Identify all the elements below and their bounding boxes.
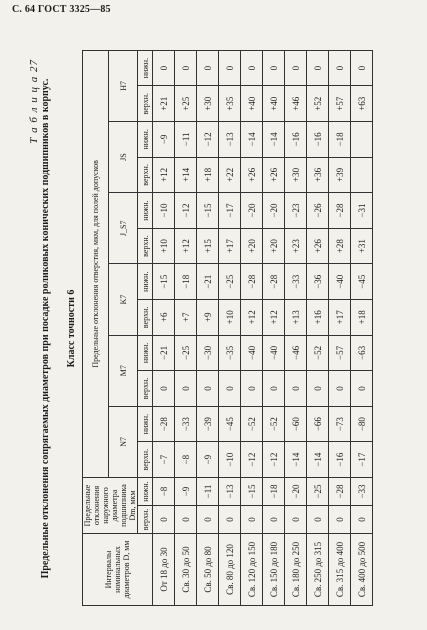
value-cell: −28	[153, 406, 175, 442]
value-cell: −21	[153, 335, 175, 371]
value-cell: +26	[307, 228, 329, 264]
value-cell: +21	[153, 86, 175, 122]
value-cell: 0	[307, 371, 329, 407]
table-row	[153, 50, 175, 605]
header-fit: K7	[109, 264, 138, 335]
value-cell: 0	[241, 371, 263, 407]
table-row	[307, 50, 329, 605]
header-fit: J_S7	[109, 193, 138, 264]
table-row	[219, 50, 241, 605]
value-cell: −73	[329, 406, 351, 442]
value-cell: +17	[329, 300, 351, 336]
value-cell: +63	[351, 86, 373, 122]
value-cell: +40	[241, 86, 263, 122]
value-cell: −39	[197, 406, 219, 442]
value-cell: 0	[329, 371, 351, 407]
page-header: С. 64 ГОСТ 3325—85	[12, 4, 111, 15]
value-cell: 0	[351, 371, 373, 407]
value-cell: +57	[329, 86, 351, 122]
value-cell: +10	[219, 300, 241, 336]
value-cell: −16	[307, 122, 329, 158]
value-cell: +12	[241, 300, 263, 336]
value-cell: −14	[307, 442, 329, 478]
value-cell: −8	[175, 442, 197, 478]
deviations-table	[82, 50, 373, 606]
value-cell: +7	[175, 300, 197, 336]
table-row	[197, 50, 219, 605]
header-lower: нижн.	[138, 193, 153, 229]
value-cell: −52	[307, 335, 329, 371]
value-cell: −28	[329, 477, 351, 505]
value-cell: −18	[175, 264, 197, 300]
value-cell: −15	[241, 477, 263, 505]
value-cell: −33	[351, 477, 373, 505]
value-cell: −9	[153, 122, 175, 158]
value-cell: −33	[285, 264, 307, 300]
value-cell: −20	[263, 193, 285, 229]
value-cell: −57	[329, 335, 351, 371]
value-cell: −18	[329, 122, 351, 158]
header-upper: верхн.	[138, 371, 153, 407]
value-cell: −15	[153, 264, 175, 300]
value-cell	[351, 157, 373, 193]
value-cell: −31	[351, 193, 373, 229]
header-upper: верхн.	[138, 157, 153, 193]
value-cell: −14	[285, 442, 307, 478]
value-cell: −10	[219, 442, 241, 478]
value-cell: 0	[285, 50, 307, 86]
value-cell: −80	[351, 406, 373, 442]
header-fit: H7	[109, 50, 138, 121]
range-cell: Св. 400 до 500	[351, 534, 373, 606]
value-cell: −9	[197, 442, 219, 478]
header-upper: верхн.	[138, 442, 153, 478]
value-cell: −45	[351, 264, 373, 300]
value-cell: +20	[241, 228, 263, 264]
table-row	[241, 50, 263, 605]
value-cell: +14	[175, 157, 197, 193]
header-lower: нижн.	[138, 335, 153, 371]
value-cell: +12	[153, 157, 175, 193]
header-lower: нижн.	[138, 264, 153, 300]
rotated-table-block	[28, 51, 408, 606]
range-cell: Св. 80 до 120	[219, 534, 241, 606]
value-cell: +40	[263, 86, 285, 122]
value-cell: 0	[197, 506, 219, 534]
header-lower: нижн.	[138, 406, 153, 442]
header-upper: верхн.	[138, 86, 153, 122]
value-cell: +12	[263, 300, 285, 336]
value-cell: −33	[175, 406, 197, 442]
value-cell: +10	[153, 228, 175, 264]
value-cell: −28	[329, 193, 351, 229]
header-fit: N7	[109, 406, 138, 477]
value-cell: +26	[263, 157, 285, 193]
value-cell: −40	[329, 264, 351, 300]
value-cell: 0	[153, 506, 175, 534]
value-cell: 0	[263, 371, 285, 407]
value-cell: −52	[263, 406, 285, 442]
value-cell: −40	[241, 335, 263, 371]
value-cell: +30	[285, 157, 307, 193]
value-cell: −11	[175, 122, 197, 158]
header-fit: JS	[109, 122, 138, 193]
header-lower: нижн.	[138, 122, 153, 158]
value-cell: 0	[351, 506, 373, 534]
value-cell: −28	[263, 264, 285, 300]
value-cell: +9	[197, 300, 219, 336]
table-row	[329, 50, 351, 605]
value-cell: −40	[263, 335, 285, 371]
value-cell: +35	[219, 86, 241, 122]
value-cell: 0	[219, 50, 241, 86]
value-cell: −12	[197, 122, 219, 158]
table-row	[175, 50, 197, 605]
header-bearing: Предельные отклонения наружного диаметра подшипника Dm, мкм	[83, 477, 138, 533]
value-cell: 0	[263, 506, 285, 534]
header-upper: верхн.	[138, 506, 153, 534]
value-cell: −7	[153, 442, 175, 478]
value-cell: 0	[219, 371, 241, 407]
value-cell: 0	[241, 50, 263, 86]
value-cell: −25	[307, 477, 329, 505]
value-cell: −9	[175, 477, 197, 505]
header-lower: нижн.	[138, 50, 153, 86]
range-cell: Св. 30 до 50	[175, 534, 197, 606]
header-lower: нижн.	[138, 477, 153, 505]
value-cell: 0	[175, 506, 197, 534]
value-cell: 0	[241, 506, 263, 534]
value-cell: −16	[329, 442, 351, 478]
header-housing-group: Предельные отклонения отверстия, мкм, для полей допусков	[83, 50, 109, 477]
range-cell: Св. 180 до 250	[285, 534, 307, 606]
value-cell: +26	[241, 157, 263, 193]
header-fit: M7	[109, 335, 138, 406]
range-cell: Св. 120 до 150	[241, 534, 263, 606]
value-cell: +18	[197, 157, 219, 193]
range-cell: Св. 315 до 400	[329, 534, 351, 606]
value-cell: −66	[307, 406, 329, 442]
header-upper: верхн.	[138, 228, 153, 264]
value-cell: −14	[241, 122, 263, 158]
value-cell: 0	[175, 50, 197, 86]
value-cell: −30	[197, 335, 219, 371]
value-cell: +31	[351, 228, 373, 264]
table-title: Предельные отклонения сопрягаемых диаметров при посадке роликовых конических подшипников в корпус.	[40, 78, 51, 579]
value-cell: −23	[285, 193, 307, 229]
value-cell: −20	[241, 193, 263, 229]
value-cell: −12	[175, 193, 197, 229]
value-cell: +36	[307, 157, 329, 193]
value-cell: +6	[153, 300, 175, 336]
value-cell: −17	[219, 193, 241, 229]
value-cell: −11	[197, 477, 219, 505]
value-cell: −46	[285, 335, 307, 371]
table-row	[285, 50, 307, 605]
value-cell: 0	[285, 506, 307, 534]
value-cell: 0	[329, 506, 351, 534]
value-cell: −63	[351, 335, 373, 371]
value-cell: +52	[307, 86, 329, 122]
value-cell: −16	[285, 122, 307, 158]
value-cell: −25	[219, 264, 241, 300]
value-cell: +15	[197, 228, 219, 264]
value-cell: −13	[219, 477, 241, 505]
range-cell: Св. 250 до 315	[307, 534, 329, 606]
value-cell: −52	[241, 406, 263, 442]
value-cell: −20	[285, 477, 307, 505]
value-cell: +30	[197, 86, 219, 122]
value-cell: 0	[329, 50, 351, 86]
header-upper: верхн.	[138, 300, 153, 336]
value-cell: −15	[197, 193, 219, 229]
value-cell: 0	[153, 50, 175, 86]
table-label: Т а б л и ц а 27	[28, 59, 40, 144]
value-cell: −12	[263, 442, 285, 478]
value-cell: +25	[175, 86, 197, 122]
value-cell: 0	[153, 371, 175, 407]
value-cell: −14	[263, 122, 285, 158]
value-cell: −8	[153, 477, 175, 505]
value-cell: 0	[351, 50, 373, 86]
range-cell: Св. 50 до 80	[197, 534, 219, 606]
value-cell: 0	[219, 506, 241, 534]
value-cell: −18	[263, 477, 285, 505]
value-cell: −28	[241, 264, 263, 300]
value-cell: 0	[285, 371, 307, 407]
value-cell: 0	[307, 50, 329, 86]
value-cell: +22	[219, 157, 241, 193]
value-cell: 0	[197, 50, 219, 86]
value-cell: +16	[307, 300, 329, 336]
value-cell: −60	[285, 406, 307, 442]
table-row	[351, 50, 373, 605]
value-cell: +28	[329, 228, 351, 264]
accuracy-class: Класс точности 6	[66, 289, 77, 368]
value-cell: −35	[219, 335, 241, 371]
value-cell: +18	[351, 300, 373, 336]
value-cell: −26	[307, 193, 329, 229]
value-cell: +12	[175, 228, 197, 264]
value-cell: 0	[175, 371, 197, 407]
header-range: Интервалы номинальных диаметров D, мм	[83, 534, 153, 606]
value-cell: −36	[307, 264, 329, 300]
value-cell: +20	[263, 228, 285, 264]
value-cell: 0	[197, 371, 219, 407]
value-cell: −25	[175, 335, 197, 371]
value-cell: −13	[219, 122, 241, 158]
value-cell: +23	[285, 228, 307, 264]
range-cell: Св. 150 до 180	[263, 534, 285, 606]
range-cell: От 18 до 30	[153, 534, 175, 606]
value-cell: −10	[153, 193, 175, 229]
value-cell	[351, 122, 373, 158]
value-cell: 0	[307, 506, 329, 534]
value-cell: +46	[285, 86, 307, 122]
table-row	[263, 50, 285, 605]
value-cell: +17	[219, 228, 241, 264]
value-cell: −12	[241, 442, 263, 478]
value-cell: +13	[285, 300, 307, 336]
value-cell: +39	[329, 157, 351, 193]
value-cell: 0	[263, 50, 285, 86]
value-cell: −17	[351, 442, 373, 478]
value-cell: −45	[219, 406, 241, 442]
value-cell: −21	[197, 264, 219, 300]
